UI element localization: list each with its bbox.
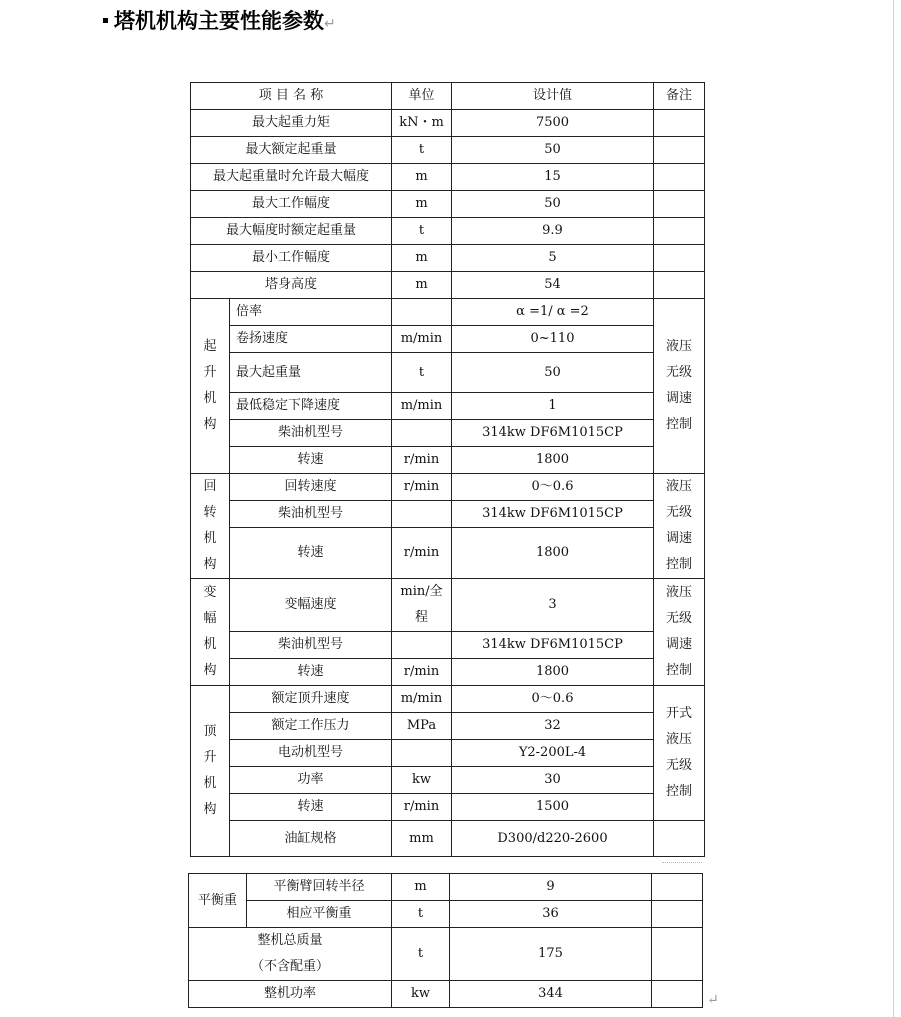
group-char: 回 bbox=[203, 479, 217, 494]
row-note bbox=[652, 874, 703, 901]
paragraph-mark-icon: ↵ bbox=[324, 16, 336, 32]
note-line: 液压 bbox=[665, 732, 692, 747]
row-note bbox=[654, 110, 705, 137]
table-row bbox=[191, 821, 705, 857]
row-value: 50 bbox=[452, 191, 654, 218]
row-name: 电动机型号 bbox=[230, 740, 392, 767]
row-unit: MPa bbox=[392, 713, 452, 740]
table-row bbox=[189, 901, 703, 928]
row-unit: kw bbox=[392, 767, 452, 794]
heading-text: 塔机机构主要性能参数 bbox=[114, 9, 324, 33]
row-name: 倍率 bbox=[230, 299, 392, 326]
table-row bbox=[191, 272, 705, 299]
row-unit: mm bbox=[392, 821, 452, 857]
header-unit: 单位 bbox=[392, 83, 452, 110]
row-value: 9.9 bbox=[452, 218, 654, 245]
row-name: 整机功率 bbox=[189, 981, 392, 1008]
row-name: 最大额定起重量 bbox=[191, 137, 392, 164]
row-unit: r/min bbox=[392, 659, 452, 686]
row-name: 相应平衡重 bbox=[247, 901, 392, 928]
performance-table bbox=[190, 82, 705, 857]
row-name: 最大工作幅度 bbox=[191, 191, 392, 218]
row-name: 转速 bbox=[230, 447, 392, 474]
table-row bbox=[191, 474, 705, 501]
note-line: 液压 bbox=[665, 339, 692, 354]
row-unit: kw bbox=[392, 981, 450, 1008]
row-name: 功率 bbox=[230, 767, 392, 794]
group-char: 顶 bbox=[203, 724, 217, 739]
row-value: 0～0.6 bbox=[452, 474, 654, 501]
name-line: （不含配重） bbox=[250, 959, 329, 974]
row-name: 柴油机型号 bbox=[230, 420, 392, 447]
row-value: 36 bbox=[450, 901, 652, 928]
table-row bbox=[191, 393, 705, 420]
row-name: 转速 bbox=[230, 659, 392, 686]
table-row bbox=[191, 528, 705, 579]
row-unit: t bbox=[392, 901, 450, 928]
paragraph-mark-icon: ↵ bbox=[707, 992, 719, 1008]
row-value: 7500 bbox=[452, 110, 654, 137]
hoist-note bbox=[654, 299, 705, 474]
row-name: 额定顶升速度 bbox=[230, 686, 392, 713]
table-row bbox=[191, 245, 705, 272]
group-char: 机 bbox=[203, 776, 217, 791]
table-row bbox=[191, 137, 705, 164]
group-char: 构 bbox=[203, 557, 217, 572]
row-name: 转速 bbox=[230, 528, 392, 579]
group-char: 起 bbox=[203, 339, 217, 354]
row-unit: r/min bbox=[392, 447, 452, 474]
row-note bbox=[654, 164, 705, 191]
row-unit: m/min bbox=[392, 686, 452, 713]
note-line: 无级 bbox=[665, 758, 692, 773]
row-value: 1800 bbox=[452, 447, 654, 474]
row-value: D300/d220-2600 bbox=[452, 821, 654, 857]
row-unit: m bbox=[392, 191, 452, 218]
row-value: Y2-200L-4 bbox=[452, 740, 654, 767]
row-note bbox=[654, 137, 705, 164]
group-char: 构 bbox=[203, 663, 217, 678]
table-row bbox=[189, 874, 703, 901]
row-name: 柴油机型号 bbox=[230, 501, 392, 528]
row-unit: m bbox=[392, 164, 452, 191]
row-value: 50 bbox=[452, 137, 654, 164]
row-unit: r/min bbox=[392, 474, 452, 501]
section-heading bbox=[103, 6, 336, 36]
group-char: 机 bbox=[203, 531, 217, 546]
climb-note bbox=[654, 686, 705, 821]
bullet-icon bbox=[103, 18, 108, 23]
table-row bbox=[191, 164, 705, 191]
group-char: 升 bbox=[203, 750, 217, 765]
table-row bbox=[191, 767, 705, 794]
table-row bbox=[191, 794, 705, 821]
row-value: 0～0.6 bbox=[452, 686, 654, 713]
row-name: 转速 bbox=[230, 794, 392, 821]
note-line: 控制 bbox=[665, 663, 692, 678]
row-unit: r/min bbox=[392, 528, 452, 579]
row-value: 3 bbox=[452, 579, 654, 632]
row-value: α =1/ α =2 bbox=[452, 299, 654, 326]
table-row bbox=[191, 326, 705, 353]
page-edge bbox=[893, 0, 894, 1017]
counterweight-table bbox=[188, 873, 703, 1008]
row-value: 30 bbox=[452, 767, 654, 794]
row-unit bbox=[392, 501, 452, 528]
note-line: 无级 bbox=[665, 505, 692, 520]
row-name: 卷扬速度 bbox=[230, 326, 392, 353]
row-name: 塔身高度 bbox=[191, 272, 392, 299]
row-note bbox=[654, 191, 705, 218]
table-row bbox=[191, 420, 705, 447]
climb-group-label bbox=[191, 686, 230, 857]
row-value: 314kw DF6M1015CP bbox=[452, 632, 654, 659]
row-note bbox=[654, 272, 705, 299]
row-note bbox=[654, 218, 705, 245]
row-unit: t bbox=[392, 928, 450, 981]
table-row bbox=[191, 299, 705, 326]
row-unit: m bbox=[392, 874, 450, 901]
unit-line: min/全 bbox=[400, 584, 443, 599]
hoist-group-label bbox=[191, 299, 230, 474]
row-value: 32 bbox=[452, 713, 654, 740]
row-value: 5 bbox=[452, 245, 654, 272]
luff-note bbox=[654, 579, 705, 686]
row-name: 最大起重力矩 bbox=[191, 110, 392, 137]
row-value: 344 bbox=[450, 981, 652, 1008]
row-name: 额定工作压力 bbox=[230, 713, 392, 740]
table-row bbox=[191, 632, 705, 659]
row-value: 15 bbox=[452, 164, 654, 191]
table-row bbox=[191, 110, 705, 137]
row-unit: r/min bbox=[392, 794, 452, 821]
row-name: 最大幅度时额定起重量 bbox=[191, 218, 392, 245]
row-value: 0~110 bbox=[452, 326, 654, 353]
row-unit bbox=[392, 579, 452, 632]
note-line: 调速 bbox=[665, 531, 692, 546]
table-row bbox=[191, 501, 705, 528]
group-char: 构 bbox=[203, 802, 217, 817]
row-value: 314kw DF6M1015CP bbox=[452, 501, 654, 528]
row-value: 1500 bbox=[452, 794, 654, 821]
header-value: 设计值 bbox=[452, 83, 654, 110]
table-row bbox=[191, 191, 705, 218]
row-value: 9 bbox=[450, 874, 652, 901]
row-unit: m bbox=[392, 272, 452, 299]
table-header-row bbox=[191, 83, 705, 110]
row-name: 最大起重量 bbox=[230, 353, 392, 393]
row-value: 54 bbox=[452, 272, 654, 299]
slew-note bbox=[654, 474, 705, 579]
table-row bbox=[191, 447, 705, 474]
row-unit: m/min bbox=[392, 326, 452, 353]
table-row bbox=[191, 353, 705, 393]
group-char: 幅 bbox=[203, 611, 217, 626]
table-row bbox=[191, 713, 705, 740]
row-name: 平衡臂回转半径 bbox=[247, 874, 392, 901]
group-char: 转 bbox=[203, 505, 217, 520]
note-line: 控制 bbox=[665, 557, 692, 572]
row-name: 油缸规格 bbox=[230, 821, 392, 857]
table-row bbox=[189, 928, 703, 981]
luff-group-label bbox=[191, 579, 230, 686]
counterweight-group-label: 平衡重 bbox=[189, 874, 247, 928]
row-value: 175 bbox=[450, 928, 652, 981]
row-unit: t bbox=[392, 353, 452, 393]
row-name bbox=[189, 928, 392, 981]
row-note bbox=[654, 245, 705, 272]
header-note: 备注 bbox=[654, 83, 705, 110]
row-value: 1800 bbox=[452, 659, 654, 686]
row-value: 314kw DF6M1015CP bbox=[452, 420, 654, 447]
header-name: 项 目 名 称 bbox=[191, 83, 392, 110]
row-unit bbox=[392, 299, 452, 326]
note-line: 控制 bbox=[665, 417, 692, 432]
row-unit bbox=[392, 420, 452, 447]
name-line: 整机总质量 bbox=[257, 933, 323, 948]
row-note bbox=[652, 981, 703, 1008]
row-note bbox=[654, 821, 705, 857]
row-unit bbox=[392, 632, 452, 659]
row-unit: t bbox=[392, 137, 452, 164]
table-row bbox=[191, 579, 705, 632]
group-char: 机 bbox=[203, 391, 217, 406]
note-line: 无级 bbox=[665, 365, 692, 380]
note-line: 调速 bbox=[665, 637, 692, 652]
slew-group-label bbox=[191, 474, 230, 579]
row-value: 1800 bbox=[452, 528, 654, 579]
note-line: 液压 bbox=[665, 585, 692, 600]
table-row bbox=[191, 686, 705, 713]
unit-line: 程 bbox=[414, 610, 428, 625]
row-name: 柴油机型号 bbox=[230, 632, 392, 659]
row-value: 50 bbox=[452, 353, 654, 393]
row-unit bbox=[392, 740, 452, 767]
group-char: 变 bbox=[203, 585, 217, 600]
row-value: 1 bbox=[452, 393, 654, 420]
row-name: 最低稳定下降速度 bbox=[230, 393, 392, 420]
note-line: 开式 bbox=[665, 706, 692, 721]
row-note bbox=[652, 901, 703, 928]
table-row bbox=[191, 218, 705, 245]
row-unit: kN・m bbox=[392, 110, 452, 137]
group-char: 构 bbox=[203, 417, 217, 432]
row-name: 最小工作幅度 bbox=[191, 245, 392, 272]
row-name: 回转速度 bbox=[230, 474, 392, 501]
row-unit: t bbox=[392, 218, 452, 245]
group-char: 升 bbox=[203, 365, 217, 380]
note-line: 无级 bbox=[665, 611, 692, 626]
note-line: 控制 bbox=[665, 784, 692, 799]
table-row bbox=[191, 740, 705, 767]
table-row bbox=[191, 659, 705, 686]
page-break-divider bbox=[662, 862, 702, 867]
row-name: 最大起重量时允许最大幅度 bbox=[191, 164, 392, 191]
note-line: 液压 bbox=[665, 479, 692, 494]
group-char: 机 bbox=[203, 637, 217, 652]
table-row bbox=[189, 981, 703, 1008]
note-line: 调速 bbox=[665, 391, 692, 406]
row-unit: m/min bbox=[392, 393, 452, 420]
row-note bbox=[652, 928, 703, 981]
row-name: 变幅速度 bbox=[230, 579, 392, 632]
row-unit: m bbox=[392, 245, 452, 272]
